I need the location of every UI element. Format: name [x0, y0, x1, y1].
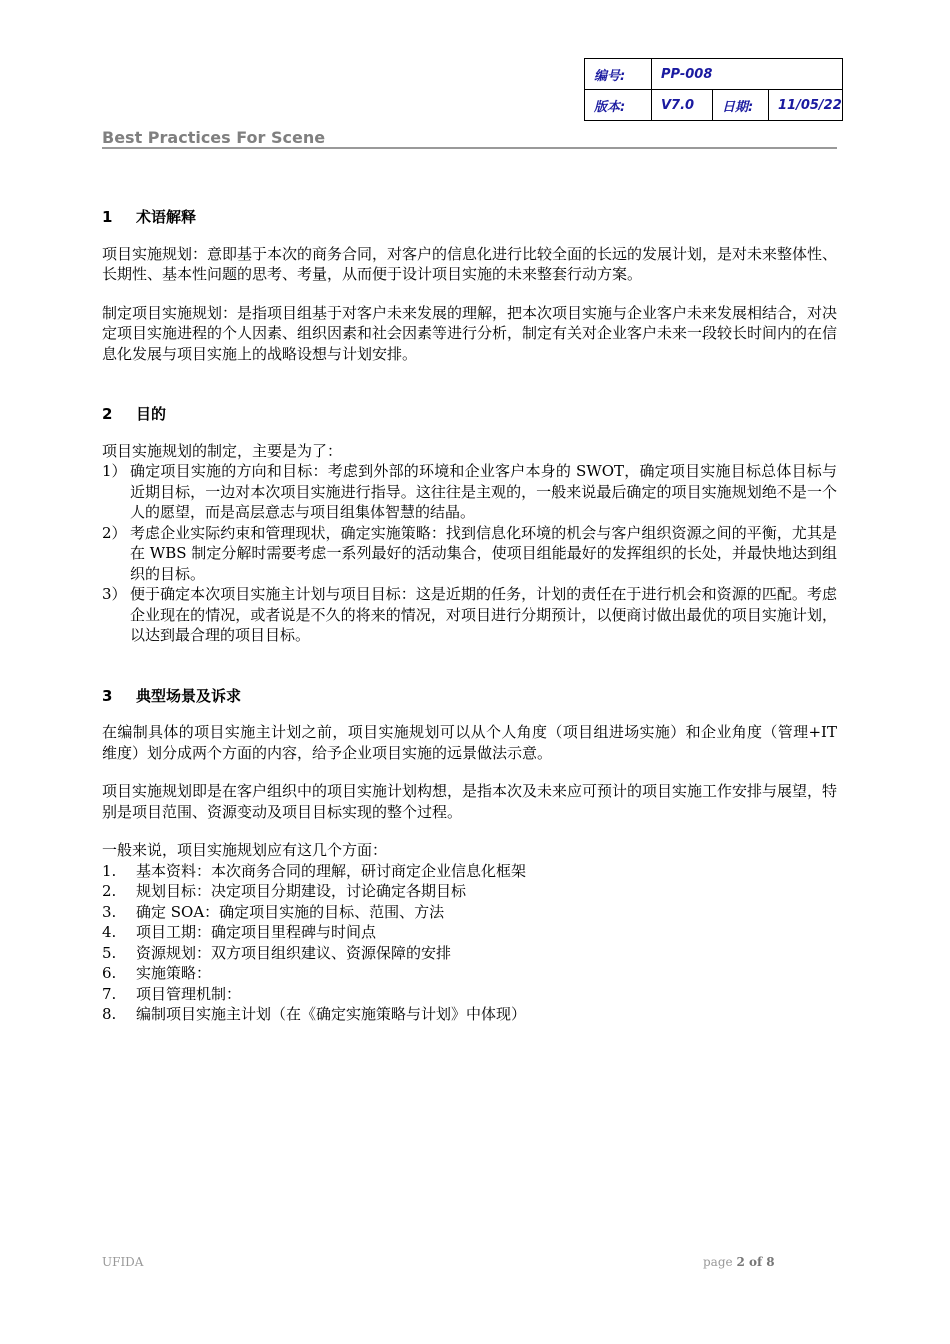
- page-count: 2 of 8: [736, 1255, 775, 1269]
- date-label: 日期:: [713, 90, 769, 121]
- paragraph: 在编制具体的项目实施主计划之前，项目实施规划可以从个人角度（项目组进场实施）和企业角度（管理+IT 维度）划分成两个方面的内容，给予企业项目实施的远景做法示意。: [102, 723, 837, 762]
- list-marker: 1.: [102, 861, 117, 880]
- list-item: [102, 902, 837, 923]
- list-marker: 7.: [102, 984, 117, 1003]
- list-item-text: 项目工期：确定项目里程碑与时间点: [136, 923, 377, 941]
- list-item-text: 确定项目实施的方向和目标：考虑到外部的环境和企业客户本身的 SWOT，确定项目实施目标总体目标与近期目标，一边对本次项目实施进行指导。这往往是主观的，一般来说最后确定的项目实施规划绝不是一个人的愿望，而是高层意志与项目组集体智慧的结晶。: [130, 462, 837, 521]
- list-item-text: 项目管理机制：: [136, 984, 242, 1003]
- section-title: 术语解释: [136, 208, 197, 226]
- list-item: [102, 922, 837, 943]
- version-value: V7.0: [652, 90, 713, 121]
- list-intro: 项目实施规划的制定，主要是为了：: [102, 441, 343, 460]
- footer-page-number: [703, 1255, 775, 1269]
- list-marker: 2）: [102, 523, 127, 542]
- section-number: 1: [102, 208, 113, 226]
- list-marker: 2.: [102, 882, 117, 900]
- paragraph: 制定项目实施规划：是指项目组基于对客户未来发展的理解，把本次项目实施与企业客户未来发展相结合，对决定项目实施进程的个人因素、组织因素和社会因素等进行分析，制定有关对企业客户未来一段较长时间内的在信息化发展与项目实施上的战略设想与计划安排。: [102, 303, 838, 363]
- list-item: [102, 523, 837, 585]
- number-label: 编号:: [585, 59, 652, 90]
- list-marker: 1）: [102, 462, 127, 480]
- aspects-list: [102, 861, 837, 1025]
- list-item-text: 编制项目实施主计划（在《确定实施策略与计划》中体现）: [136, 1005, 527, 1023]
- list-item-text: 实施策略：: [136, 964, 212, 982]
- list-item-text: 确定 SOA：确定项目实施的目标、范围、方法: [136, 902, 445, 921]
- version-label: 版本:: [585, 90, 652, 121]
- list-marker: 3）: [102, 585, 127, 603]
- section-1-heading: [102, 207, 837, 228]
- list-item-text: 规划目标：决定项目分期建设，讨论确定各期目标: [136, 882, 467, 900]
- date-value: 11/05/22: [769, 90, 843, 121]
- section-title: 典型场景及诉求: [136, 686, 242, 705]
- list-item: [102, 461, 837, 523]
- list-item: [102, 963, 837, 984]
- paragraph: 项目实施规划：意即基于本次的商务合同，对客户的信息化进行比较全面的长远的发展计划，是对未来整体性、长期性、基本性问题的思考、考量，从而便于设计项目实施的未来整套行动方案。: [102, 244, 838, 283]
- list-item-text: 考虑企业实际约束和管理现状，确定实施策略：找到信息化环境的机会与客户组织资源之间的平衡，尤其是在 WBS 制定分解时需要考虑一系列最好的活动集合，使项目组能最好的发挥组织的长处，并最快地达到组织的目标。: [130, 523, 837, 583]
- list-item-text: 资源规划：双方项目组织建议、资源保障的安排: [136, 943, 452, 962]
- paragraph: 项目实施规划即是在客户组织中的项目实施计划构想，是指本次及未来应可预计的项目实施工作安排与展望，特别是项目范围、资源变动及项目目标实现的整个过程。: [102, 782, 838, 821]
- number-value: PP-008: [652, 59, 843, 90]
- list-marker: 6.: [102, 964, 117, 982]
- list-marker: 3.: [102, 902, 117, 921]
- list-item: [102, 584, 837, 646]
- list-intro: 一般来说，项目实施规划应有这几个方面：: [102, 841, 388, 859]
- list-marker: 5.: [102, 943, 117, 962]
- list-item-text: 基本资料：本次商务合同的理解，研讨商定企业信息化框架: [136, 861, 527, 880]
- document-body: [102, 207, 837, 1025]
- list-item: [102, 984, 837, 1005]
- section-number: 2: [102, 405, 113, 423]
- list-marker: 4.: [102, 923, 117, 941]
- document-meta-table: [584, 58, 843, 121]
- header-divider: [102, 147, 837, 149]
- list-item: [102, 861, 837, 882]
- list-item: [102, 881, 837, 902]
- page-prefix: page: [703, 1255, 737, 1269]
- list-marker: 8.: [102, 1005, 117, 1023]
- header-title: Best Practices For Scene: [102, 128, 326, 147]
- footer-company: UFIDA: [102, 1255, 144, 1269]
- section-title: 目的: [136, 405, 167, 423]
- list-item: [102, 1004, 837, 1025]
- list-item: [102, 943, 837, 964]
- section-2-heading: [102, 404, 837, 425]
- list-item-text: 便于确定本次项目实施主计划与项目目标：这是近期的任务，计划的责任在于进行机会和资源的匹配。考虑企业现在的情况，或者说是不久的将来的情况，对项目进行分期预计，以便商讨做出最优的项目实施计划，以达到最合理的项目目标。: [130, 585, 837, 644]
- purpose-list: [102, 461, 837, 646]
- section-3-heading: [102, 686, 837, 707]
- section-number: 3: [102, 686, 113, 705]
